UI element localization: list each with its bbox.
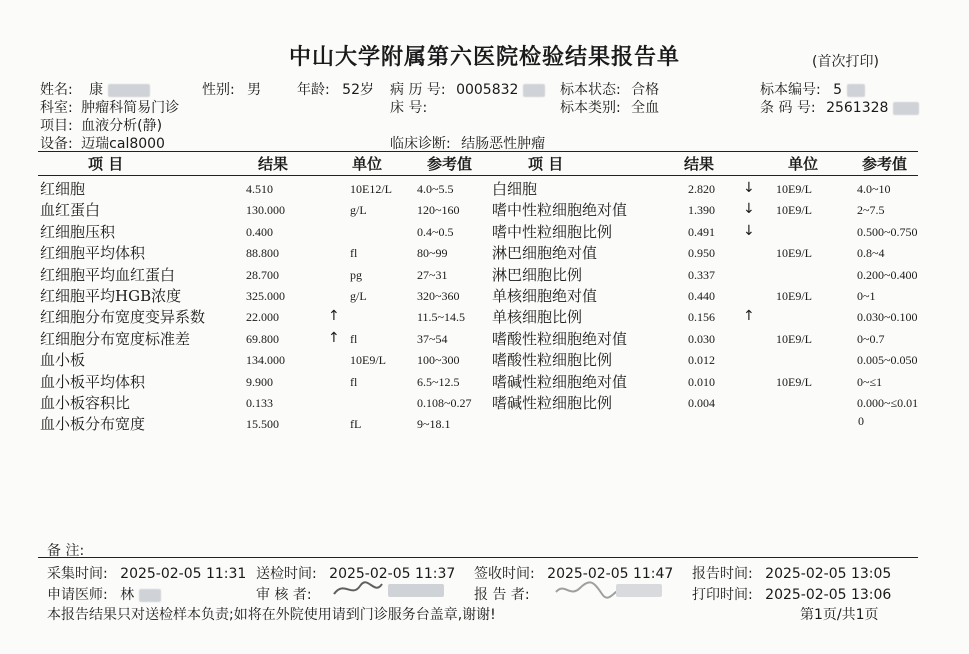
- test-unit: 10E12/L: [350, 182, 392, 196]
- print-time: 2025-02-05 13:06: [765, 587, 892, 603]
- test-name: 白细胞: [492, 180, 538, 198]
- col-item-left: 项 目: [88, 155, 124, 173]
- bed-field: [390, 97, 427, 117]
- device-field: [40, 133, 165, 153]
- specimen-no-label: 标本编号:: [760, 82, 821, 98]
- reporter-signature: [550, 576, 670, 606]
- test-unit: pg: [350, 268, 362, 282]
- test-reference: 0.108~0.27: [417, 396, 472, 410]
- test-result: 22.000: [246, 310, 279, 324]
- specimen-status-value: 合格: [631, 82, 660, 98]
- test-reference: 4.0~10: [857, 182, 891, 196]
- test-unit: 10E9/L: [350, 353, 386, 367]
- abnormal-flag-icon: ↓: [743, 201, 755, 217]
- print-tag: (首次打印): [812, 54, 879, 70]
- test-reference: 4.0~5.5: [417, 182, 454, 196]
- test-result: 0.400: [246, 225, 273, 239]
- device-value: 迈瑞cal8000: [81, 136, 165, 152]
- test-name: 血红蛋白: [40, 201, 101, 219]
- name-label: 姓名:: [40, 82, 73, 98]
- test-result: 69.800: [246, 332, 279, 346]
- test-reference: 27~31: [417, 268, 448, 282]
- dept-label: 科室:: [40, 100, 73, 116]
- test-name: 红细胞分布宽度标准差: [40, 330, 191, 348]
- redaction: [893, 102, 919, 115]
- test-unit: fl: [350, 246, 358, 260]
- test-result: 0.030: [688, 332, 715, 346]
- age-label: 年龄:: [297, 82, 330, 98]
- test-name: 淋巴细胞绝对值: [492, 244, 598, 262]
- test-name: 血小板分布宽度: [40, 415, 146, 433]
- test-unit: fl: [350, 332, 358, 346]
- test-reference: 100~300: [417, 353, 460, 367]
- column-divider: [38, 175, 918, 176]
- collect-time-field: [47, 563, 246, 583]
- test-name: 嗜酸性粒细胞绝对值: [492, 330, 628, 348]
- col-result-left: 结果: [258, 155, 289, 173]
- footer-divider: [38, 557, 918, 558]
- barcode-label: 条 码 号:: [760, 100, 816, 116]
- test-reference: 0~≤1: [857, 375, 883, 389]
- page-indicator: 第1页/共1页: [800, 607, 879, 623]
- test-reference: 2~7.5: [857, 203, 885, 217]
- test-result: 4.510: [246, 182, 273, 196]
- receive-label: 签收时间:: [474, 566, 535, 582]
- test-unit: 10E9/L: [776, 332, 812, 346]
- test-unit: g/L: [350, 289, 367, 303]
- test-reference: 0~1: [857, 289, 876, 303]
- gender-value: 男: [247, 82, 262, 98]
- test-reference: 320~360: [417, 289, 460, 303]
- gender-field: [202, 79, 261, 99]
- reviewer-signature: [330, 576, 450, 606]
- test-name: 红细胞压积: [40, 223, 116, 241]
- test-result: 2.820: [688, 182, 715, 196]
- test-reference: 0.005~0.050: [857, 353, 918, 367]
- name-value: 康: [89, 82, 104, 98]
- test-name: 单核细胞比例: [492, 308, 583, 326]
- redaction: [139, 589, 161, 602]
- test-result: 0.010: [688, 375, 715, 389]
- test-unit: 10E9/L: [776, 375, 812, 389]
- specimen-type-value: 全血: [631, 100, 660, 116]
- test-result: 0.004: [688, 396, 715, 410]
- dept-field: [40, 97, 179, 117]
- collect-label: 采集时间:: [47, 566, 108, 582]
- test-reference: 0.4~0.5: [417, 225, 454, 239]
- test-result: 0.491: [688, 225, 715, 239]
- col-ref-left: 参考值: [427, 155, 473, 173]
- col-item-right: 项 目: [528, 155, 564, 173]
- ref-wrap-continuation: 0: [858, 414, 864, 428]
- device-label: 设备:: [40, 136, 73, 152]
- test-unit: 10E9/L: [776, 182, 812, 196]
- age-field: [297, 79, 374, 99]
- test-reference: 0~0.7: [857, 332, 885, 346]
- print-label: 打印时间:: [692, 587, 753, 603]
- report-time-field: [692, 563, 891, 583]
- reporter-field: [474, 584, 530, 604]
- test-name: 红细胞分布宽度变异系数: [40, 308, 206, 326]
- col-unit-right: 单位: [788, 155, 819, 173]
- age-value: 52岁: [342, 82, 374, 98]
- specimen-status-field: [560, 79, 659, 99]
- barcode-field: [760, 97, 919, 117]
- test-result: 9.900: [246, 375, 273, 389]
- test-result: 15.500: [246, 417, 279, 431]
- item-label: 项目:: [40, 118, 73, 134]
- send-time: 2025-02-05 11:37: [329, 566, 456, 582]
- test-name: 嗜中性粒细胞比例: [492, 223, 613, 241]
- reporter-label: 报 告 者:: [474, 587, 530, 603]
- col-unit-left: 单位: [352, 155, 383, 173]
- collect-time: 2025-02-05 11:31: [120, 566, 247, 582]
- test-name: 嗜碱性粒细胞绝对值: [492, 373, 628, 391]
- test-result: 325.000: [246, 289, 285, 303]
- abnormal-flag-icon: ↓: [743, 180, 755, 196]
- test-unit: fL: [350, 417, 362, 431]
- test-result: 0.440: [688, 289, 715, 303]
- doctor-label: 申请医师:: [47, 587, 108, 603]
- test-name: 嗜酸性粒细胞比例: [492, 351, 613, 369]
- test-result: 0.156: [688, 310, 715, 324]
- test-result: 88.800: [246, 246, 279, 260]
- redaction: [847, 84, 865, 97]
- col-result-right: 结果: [684, 155, 715, 173]
- disclaimer: 本报告结果只对送检样本负责;如将在外院使用请到门诊服务台盖章,谢谢!: [47, 607, 496, 623]
- doctor-field: [47, 584, 161, 604]
- test-reference: 9~18.1: [417, 417, 451, 431]
- abnormal-flag-icon: ↑: [743, 308, 755, 324]
- test-reference: 0.000~≤0.01: [857, 396, 919, 410]
- specimen-no-field: [760, 79, 865, 99]
- test-reference: 0.030~0.100: [857, 310, 918, 324]
- report-time: 2025-02-05 13:05: [765, 566, 892, 582]
- item-value: 血液分析(静): [81, 118, 163, 134]
- test-result: 134.000: [246, 353, 285, 367]
- gender-label: 性别:: [202, 82, 235, 98]
- test-name: 红细胞平均HGB浓度: [40, 287, 182, 305]
- send-label: 送检时间:: [256, 566, 317, 582]
- print-time-field: [692, 584, 891, 604]
- record-value: 0005832: [456, 82, 519, 98]
- dept-value: 肿瘤科简易门诊: [81, 100, 180, 116]
- header-divider: [38, 151, 918, 152]
- test-name: 血小板: [40, 351, 86, 369]
- receive-time: 2025-02-05 11:47: [547, 566, 674, 582]
- bed-label: 床 号:: [390, 100, 428, 116]
- diagnosis-field: [390, 133, 545, 153]
- test-name: 血小板容积比: [40, 394, 131, 412]
- redaction: [523, 84, 545, 97]
- test-unit: g/L: [350, 203, 367, 217]
- item-field: [40, 115, 162, 135]
- test-reference: 80~99: [417, 246, 448, 260]
- test-result: 28.700: [246, 268, 279, 282]
- patient-name-field: [40, 79, 150, 99]
- test-reference: 11.5~14.5: [417, 310, 466, 324]
- test-name: 单核细胞绝对值: [492, 287, 598, 305]
- test-name: 红细胞平均体积: [40, 244, 146, 262]
- test-unit: 10E9/L: [776, 289, 812, 303]
- test-reference: 0.500~0.750: [857, 225, 918, 239]
- remark-label: 备 注:: [47, 543, 85, 559]
- test-result: 0.133: [246, 396, 273, 410]
- test-result: 0.950: [688, 246, 715, 260]
- doctor-value: 林: [120, 587, 135, 603]
- col-ref-right: 参考值: [862, 155, 908, 173]
- abnormal-flag-icon: ↑: [328, 308, 340, 324]
- report-label: 报告时间:: [692, 566, 753, 582]
- test-name: 红细胞平均血红蛋白: [40, 266, 176, 284]
- test-unit: 10E9/L: [776, 246, 812, 260]
- specimen-status-label: 标本状态:: [560, 82, 621, 98]
- reviewer-field: [256, 584, 312, 604]
- test-reference: 37~54: [417, 332, 448, 346]
- redaction: [108, 84, 150, 97]
- record-label: 病 历 号:: [390, 82, 446, 98]
- record-field: [390, 79, 545, 99]
- specimen-no-value: 5: [833, 82, 843, 98]
- test-result: 0.337: [688, 268, 715, 282]
- test-result: 130.000: [246, 203, 285, 217]
- test-name: 血小板平均体积: [40, 373, 146, 391]
- specimen-type-field: [560, 97, 659, 117]
- test-reference: 120~160: [417, 203, 460, 217]
- test-name: 红细胞: [40, 180, 86, 198]
- diagnosis-label: 临床诊断:: [390, 136, 451, 152]
- test-reference: 6.5~12.5: [417, 375, 460, 389]
- abnormal-flag-icon: ↑: [328, 330, 340, 346]
- test-unit: 10E9/L: [776, 203, 812, 217]
- report-title: 中山大学附属第六医院检验结果报告单: [288, 44, 680, 70]
- test-reference: 0.200~0.400: [857, 268, 918, 282]
- test-name: 嗜中性粒细胞绝对值: [492, 201, 628, 219]
- test-unit: fl: [350, 375, 358, 389]
- test-name: 淋巴细胞比例: [492, 266, 583, 284]
- test-result: 1.390: [688, 203, 715, 217]
- abnormal-flag-icon: ↓: [743, 223, 755, 239]
- specimen-type-label: 标本类别:: [560, 100, 621, 116]
- test-name: 嗜碱性粒细胞比例: [492, 394, 613, 412]
- test-result: 0.012: [688, 353, 715, 367]
- barcode-value: 2561328: [826, 100, 889, 116]
- test-reference: 0.8~4: [857, 246, 885, 260]
- reviewer-label: 审 核 者:: [256, 587, 312, 603]
- diagnosis-value: 结肠恶性肿瘤: [461, 136, 546, 152]
